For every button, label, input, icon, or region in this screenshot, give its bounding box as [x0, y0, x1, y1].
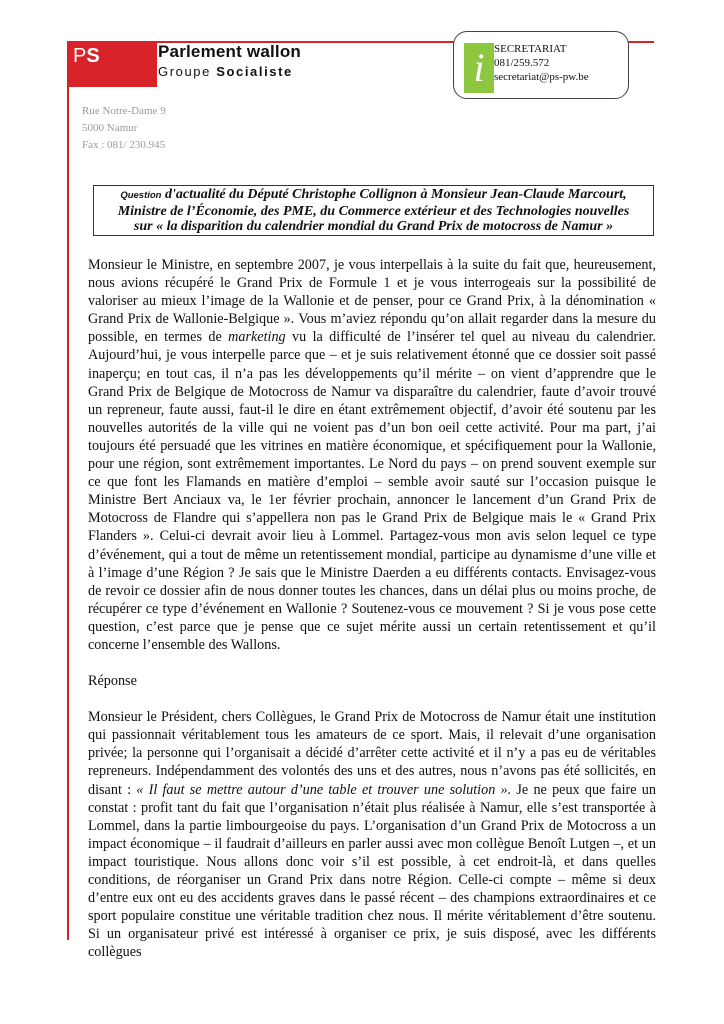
organization-name: Parlement wallon: [158, 42, 302, 61]
response-heading: Réponse: [88, 673, 137, 690]
question-paragraph: [88, 256, 656, 654]
para2-part-a: Monsieur le Président, chers Collègues, le Grand Prix de Motocross de Namur était une institution qui passionnait véritablement tous les amateurs de ce sport. Mais, il relevait d’une organisation privée; la personne qui l’organisait a décidé d’arrêter cette activité et il n’y a pas eu de véritables repreneurs. Indépendamment des volontés des uns et des autres, nous n’avons pas été sollicités, en disant :: [88, 709, 656, 798]
para2-part-b: Je ne peux que faire un constat : profit tant du fait que l’organisation n’était plus réalisée à Namur, elle s’est transportée à Lommel, dans la partie limbourgeoise du pays. L’organisation d’un Grand Prix de Motocross a un impact économique – il faudrait d’ailleurs en parler aussi avec mon collègue Benoît Lutgen –, et un impact touristique. Nous allons donc voir s’il est possible, à cet endroit-là, et dans quelles conditions, de réorganiser un Grand Prix dans notre Région. Celle-ci compte – même si deux d’entre eux ont eu des accidents graves dans le passé récent – des champions extraordinaires et ce sport populaire constitue une véritable tradition chez nous. Il mérite véritablement d’être soutenu. Si un organisateur privé est intéressé à organiser ce prix, je suis disposé, avec les différents collègues: [88, 781, 656, 961]
secretariat-phone: 081/259.572: [494, 57, 550, 69]
response-paragraph: [88, 708, 656, 961]
secretariat-email[interactable]: secretariat@ps-pw.be: [494, 71, 589, 83]
secretariat-title: SECRETARIAT: [494, 43, 567, 55]
org-group-prefix: Groupe: [158, 64, 217, 79]
para1-part-a: Monsieur le Ministre, en septembre 2007, je vous interpellais à la suite du fait que, heureusement, nous avions récupéré le Grand Prix de Formule 1 et je vous interrogeais sur la possibilité de valoriser au mieux l’image de la Wallonie et de penser, pour ce Grand Prix, à la dénomination « Grand Prix de Wallonie-Belgique ». Vous m’aviez répondu qu’on allait regarder dans la mesure du possible, en termes de: [88, 257, 656, 346]
para2-emphasis: « Il faut se mettre autour d’une table et trouver une solution ».: [136, 781, 512, 798]
question-line-1: [94, 187, 653, 204]
logo-letter-s: S: [86, 45, 100, 67]
question-label: Question: [120, 190, 162, 201]
secretariat-contact: [494, 42, 589, 84]
address-block: [82, 103, 166, 154]
address-fax: Fax : 081/ 230.945: [82, 139, 166, 151]
ps-logo: [69, 43, 157, 87]
info-icon: i: [464, 43, 494, 93]
question-line-3: sur « la disparition du calendrier mondial du Grand Prix de motocross de Namur »: [133, 219, 614, 234]
address-city: 5000 Namur: [82, 122, 138, 134]
org-group-bold: Socialiste: [216, 64, 293, 79]
para1-part-b: vu la difficulté de l’insérer tel quel au niveau du calendrier. Aujourd’hui, je vous interpelle parce que – et je suis relativement étonné que ce dossier soit passé inaperçu; en tout cas, il n’a pas les développements qu’il mérite – on vient d’apprendre que le Grand Prix de Belgique de Motocross de Namur va disparaître du calendrier, faute d’avoir trouvé un repreneur, faute aussi, faut-il le dire en étant extrêmement objectif, d’avoir été soutenu par les nouvelles autorités de la ville qui ne voient pas d’un bon oeil cette activité. Pour ma part, j’ai toujours été persuadé que les vitrines en matière économique, et spécifiquement pour la Wallonie, pour une région, sont extrêmement importantes. Le Nord du pays – on prend souvent exemple sur ce que font les Flamands en matière d’emploi – semble avoir sauté sur l’occasion puisque le Ministre Bert Anciaux va, le 1er février prochain, annoncer le lancement d’un Grand Prix de Motocross de Flandre qui s’appellera non pas le Grand Prix de Belgique mais le « Grand Prix Flanders ». Celui-ci devrait avoir lieu à Lommel. Partagez-vous mon avis selon lequel ce type d’événement, qui a tout de même un retentissement mondial, participe au dynamisme d’une ville et à l’image d’une Région ? Je sais que le Ministre Daerden a eu différents contacts. Envisagez-vous de revoir ce dossier afin de nous donner toutes les chances, dans un délai plus ou moins proche, de récupérer ce type d’événement en Wallonie ? Soutenez-vous ce mouvement ? Si je vous pose cette question, c’est parce que je pense que ce sujet mérite aussi un certain retentissement et qu’il concerne l’ensemble des Wallons.: [88, 329, 656, 653]
organization-group: [158, 64, 293, 79]
address-street: Rue Notre-Dame 9: [82, 105, 166, 117]
para1-emphasis: marketing: [228, 329, 286, 346]
document-body: [88, 256, 656, 961]
logo-letter-p: P: [73, 45, 87, 67]
secretariat-box: [453, 31, 629, 99]
question-line-2: Ministre de l’Économie, des PME, du Commerce extérieur et des Technologies nouvelles: [117, 203, 630, 219]
question-title-box: [93, 185, 654, 236]
question-line-1-text: d'actualité du Député Christophe Collignon à Monsieur Jean-Claude Marcourt,: [161, 187, 627, 202]
left-red-rule: [67, 42, 69, 940]
